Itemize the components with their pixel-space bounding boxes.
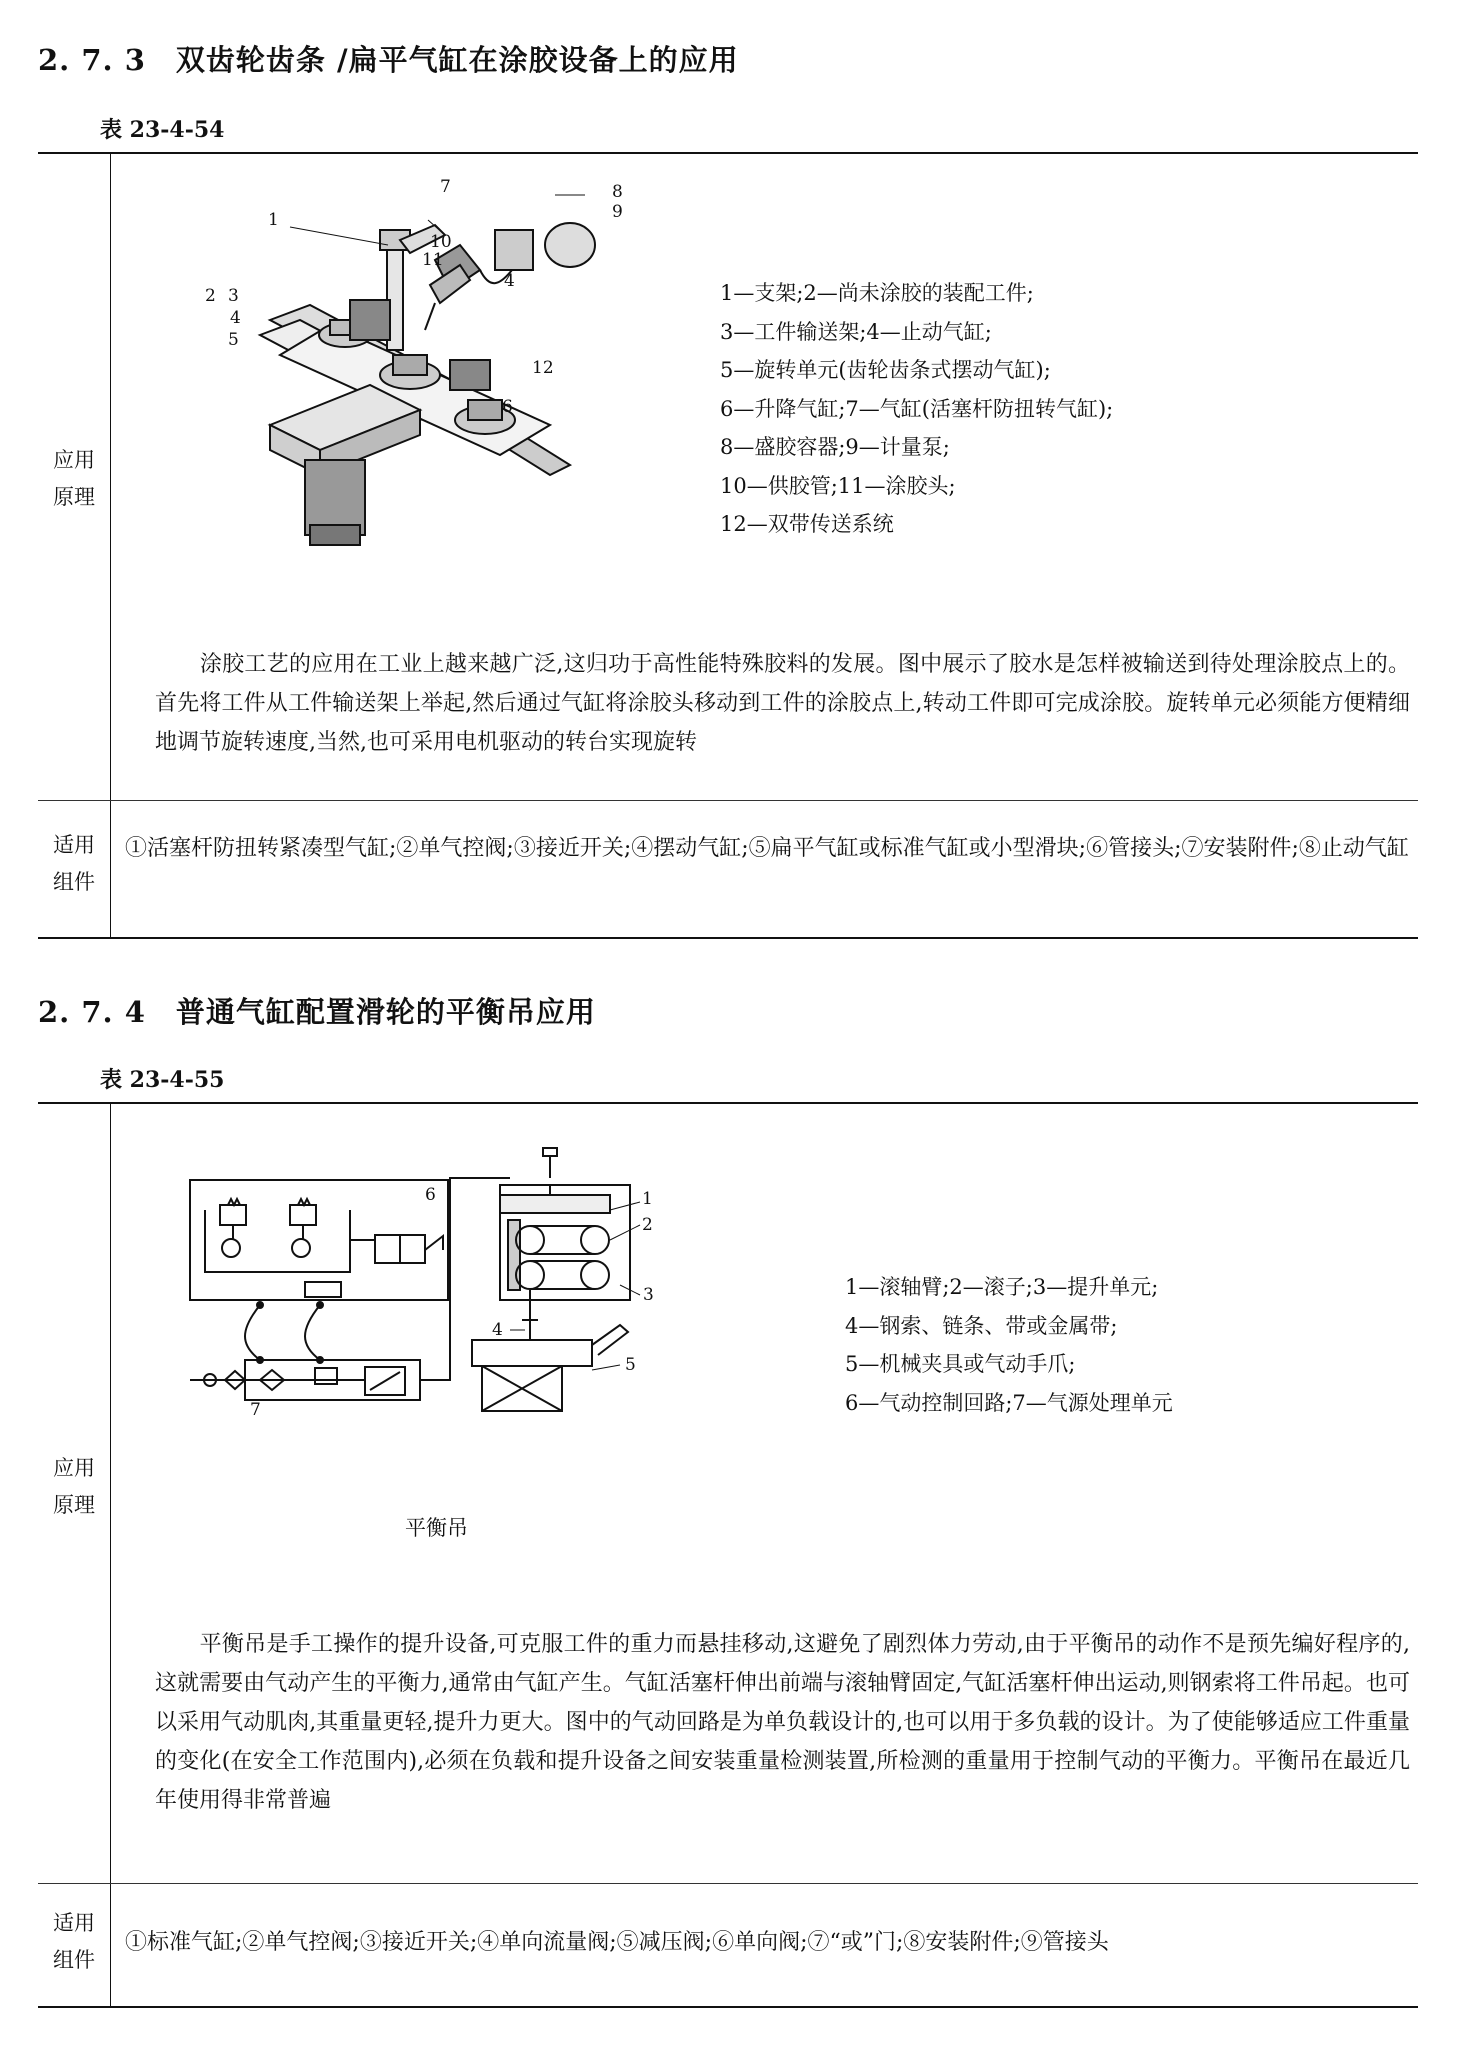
callout-4b: 4 bbox=[230, 308, 241, 328]
callout-3: 3 bbox=[643, 1285, 654, 1305]
row-divider bbox=[38, 1883, 1418, 1884]
callout-4a: 4 bbox=[504, 271, 515, 291]
callout-2: 2 bbox=[642, 1215, 653, 1235]
row-label-principle bbox=[38, 442, 110, 516]
legend-item: 6—升降气缸;7—气缸(活塞杆防扭转气缸); bbox=[720, 396, 1114, 421]
callout-6: 6 bbox=[425, 1185, 436, 1205]
callout-2: 2 bbox=[205, 286, 216, 306]
legend-item: 12—双带传送系统 bbox=[720, 512, 894, 536]
legend-item: 1—滚轴臂;2—滚子;3—提升单元; bbox=[845, 1275, 1159, 1299]
legend-item: 10—供胶管;11—涂胶头; bbox=[720, 473, 956, 498]
row-label-principle bbox=[38, 1450, 110, 1524]
table-number: 表 23-4-55 bbox=[100, 1067, 225, 1093]
callout-5: 5 bbox=[228, 330, 239, 350]
description-balancer bbox=[155, 1625, 1410, 1820]
row-label-line: 原理 bbox=[53, 1493, 95, 1517]
description-text: 涂胶工艺的应用在工业上越来越广泛,这归功于高性能特殊胶料的发展。图中展示了胶水是怎样被输送到待处理涂胶点上的。首先将工件从工件输送架上举起,然后通过气缸将涂胶头移动到工件的涂胶点上,转动工件即可完成涂胶。旋转单元必须能方便精细地调节旋转速度,当然,也可采用电机驱动的转台实现旋转 bbox=[155, 652, 1410, 755]
legend-item: 5—机械夹具或气动手爪; bbox=[845, 1352, 1076, 1376]
table-bottom-rule bbox=[38, 937, 1418, 939]
table-number: 表 23-4-54 bbox=[100, 117, 225, 143]
callout-4: 4 bbox=[492, 1320, 503, 1340]
legend-item: 8—盛胶容器;9—计量泵; bbox=[720, 435, 950, 459]
callout-8: 8 bbox=[612, 182, 623, 202]
table-column-divider bbox=[110, 152, 111, 937]
description-gluing bbox=[155, 645, 1410, 762]
table-bottom-rule bbox=[38, 2006, 1418, 2008]
table-top-rule bbox=[38, 1102, 1418, 1104]
description-text: 平衡吊是手工操作的提升设备,可克服工件的重力而悬挂移动,这避免了剧烈体力劳动,由于平衡吊的动作不是预先编好程序的,这就需要由气动产生的平衡力,通常由气缸产生。气缸活塞杆伸出前端与滚轴臂固定,气缸活塞杆伸出运动,则钢索将工件吊起。也可以采用气动肌肉,其重量更轻,提升力更大。图中的气动回路是为单负载设计的,也可以用于多负载的设计。为了使能够适应工件重量的变化(在安全工作范围内),必须在负载和提升设备之间安装重量检测装置,所检测的重量用于控制气动的平衡力。平衡吊在最近几年使用得非常普遍 bbox=[155, 1632, 1410, 1813]
callout-1: 1 bbox=[642, 1189, 653, 1209]
row-label-line: 组件 bbox=[53, 870, 95, 894]
legend-item: 3—工件输送架;4—止动气缸; bbox=[720, 319, 992, 344]
row-label-components bbox=[38, 827, 110, 901]
row-label-line: 组件 bbox=[53, 1948, 95, 1972]
callout-1: 1 bbox=[268, 210, 279, 230]
legend-item: 6—气动控制回路;7—气源处理单元 bbox=[845, 1390, 1173, 1415]
legend-item: 1—支架;2—尚未涂胶的装配工件; bbox=[720, 281, 1034, 305]
row-label-line: 应用 bbox=[53, 448, 95, 472]
balancer-diagram bbox=[200, 1160, 760, 1440]
legend-gluing bbox=[720, 274, 1113, 544]
row-label-line: 适用 bbox=[53, 833, 95, 857]
callout-12: 12 bbox=[532, 358, 554, 378]
legend-balancer bbox=[845, 1268, 1173, 1422]
callout-7: 7 bbox=[440, 177, 451, 197]
row-label-line: 适用 bbox=[53, 1911, 95, 1935]
callout-9: 9 bbox=[612, 202, 623, 222]
row-label-line: 应用 bbox=[53, 1456, 95, 1480]
gluing-equipment-diagram bbox=[205, 177, 690, 565]
components-balancer: ①标准气缸;②单气控阀;③接近开关;④单向流量阀;⑤减压阀;⑥单向阀;⑦“或”门;⑧安装附件;⑨管接头 bbox=[125, 1930, 1109, 1955]
table-top-rule bbox=[38, 152, 1418, 154]
section-title-2-7-4: 2. 7. 4 普通气缸配置滑轮的平衡吊应用 bbox=[38, 995, 596, 1029]
callout-5: 5 bbox=[625, 1355, 636, 1375]
legend-item: 5—旋转单元(齿轮齿条式摆动气缸); bbox=[720, 358, 1051, 382]
figure-caption: 平衡吊 bbox=[405, 1516, 468, 1540]
components-gluing: ①活塞杆防扭转紧凑型气缸;②单气控阀;③接近开关;④摆动气缸;⑤扁平气缸或标准气缸或小型滑块;⑥管接头;⑦安装附件;⑧止动气缸 bbox=[125, 836, 1409, 861]
row-label-components bbox=[38, 1905, 110, 1979]
callout-10: 10 bbox=[430, 232, 452, 252]
row-label-line: 原理 bbox=[53, 485, 95, 509]
table-column-divider bbox=[110, 1102, 111, 2007]
callout-3: 3 bbox=[228, 286, 239, 306]
row-divider bbox=[38, 800, 1418, 801]
section-title-2-7-3: 2. 7. 3 双齿轮齿条 /扁平气缸在涂胶设备上的应用 bbox=[38, 43, 739, 77]
callout-7: 7 bbox=[250, 1400, 261, 1420]
legend-item: 4—钢索、链条、带或金属带; bbox=[845, 1313, 1118, 1338]
callout-6: 6 bbox=[502, 397, 513, 417]
callout-11: 11 bbox=[422, 250, 444, 270]
